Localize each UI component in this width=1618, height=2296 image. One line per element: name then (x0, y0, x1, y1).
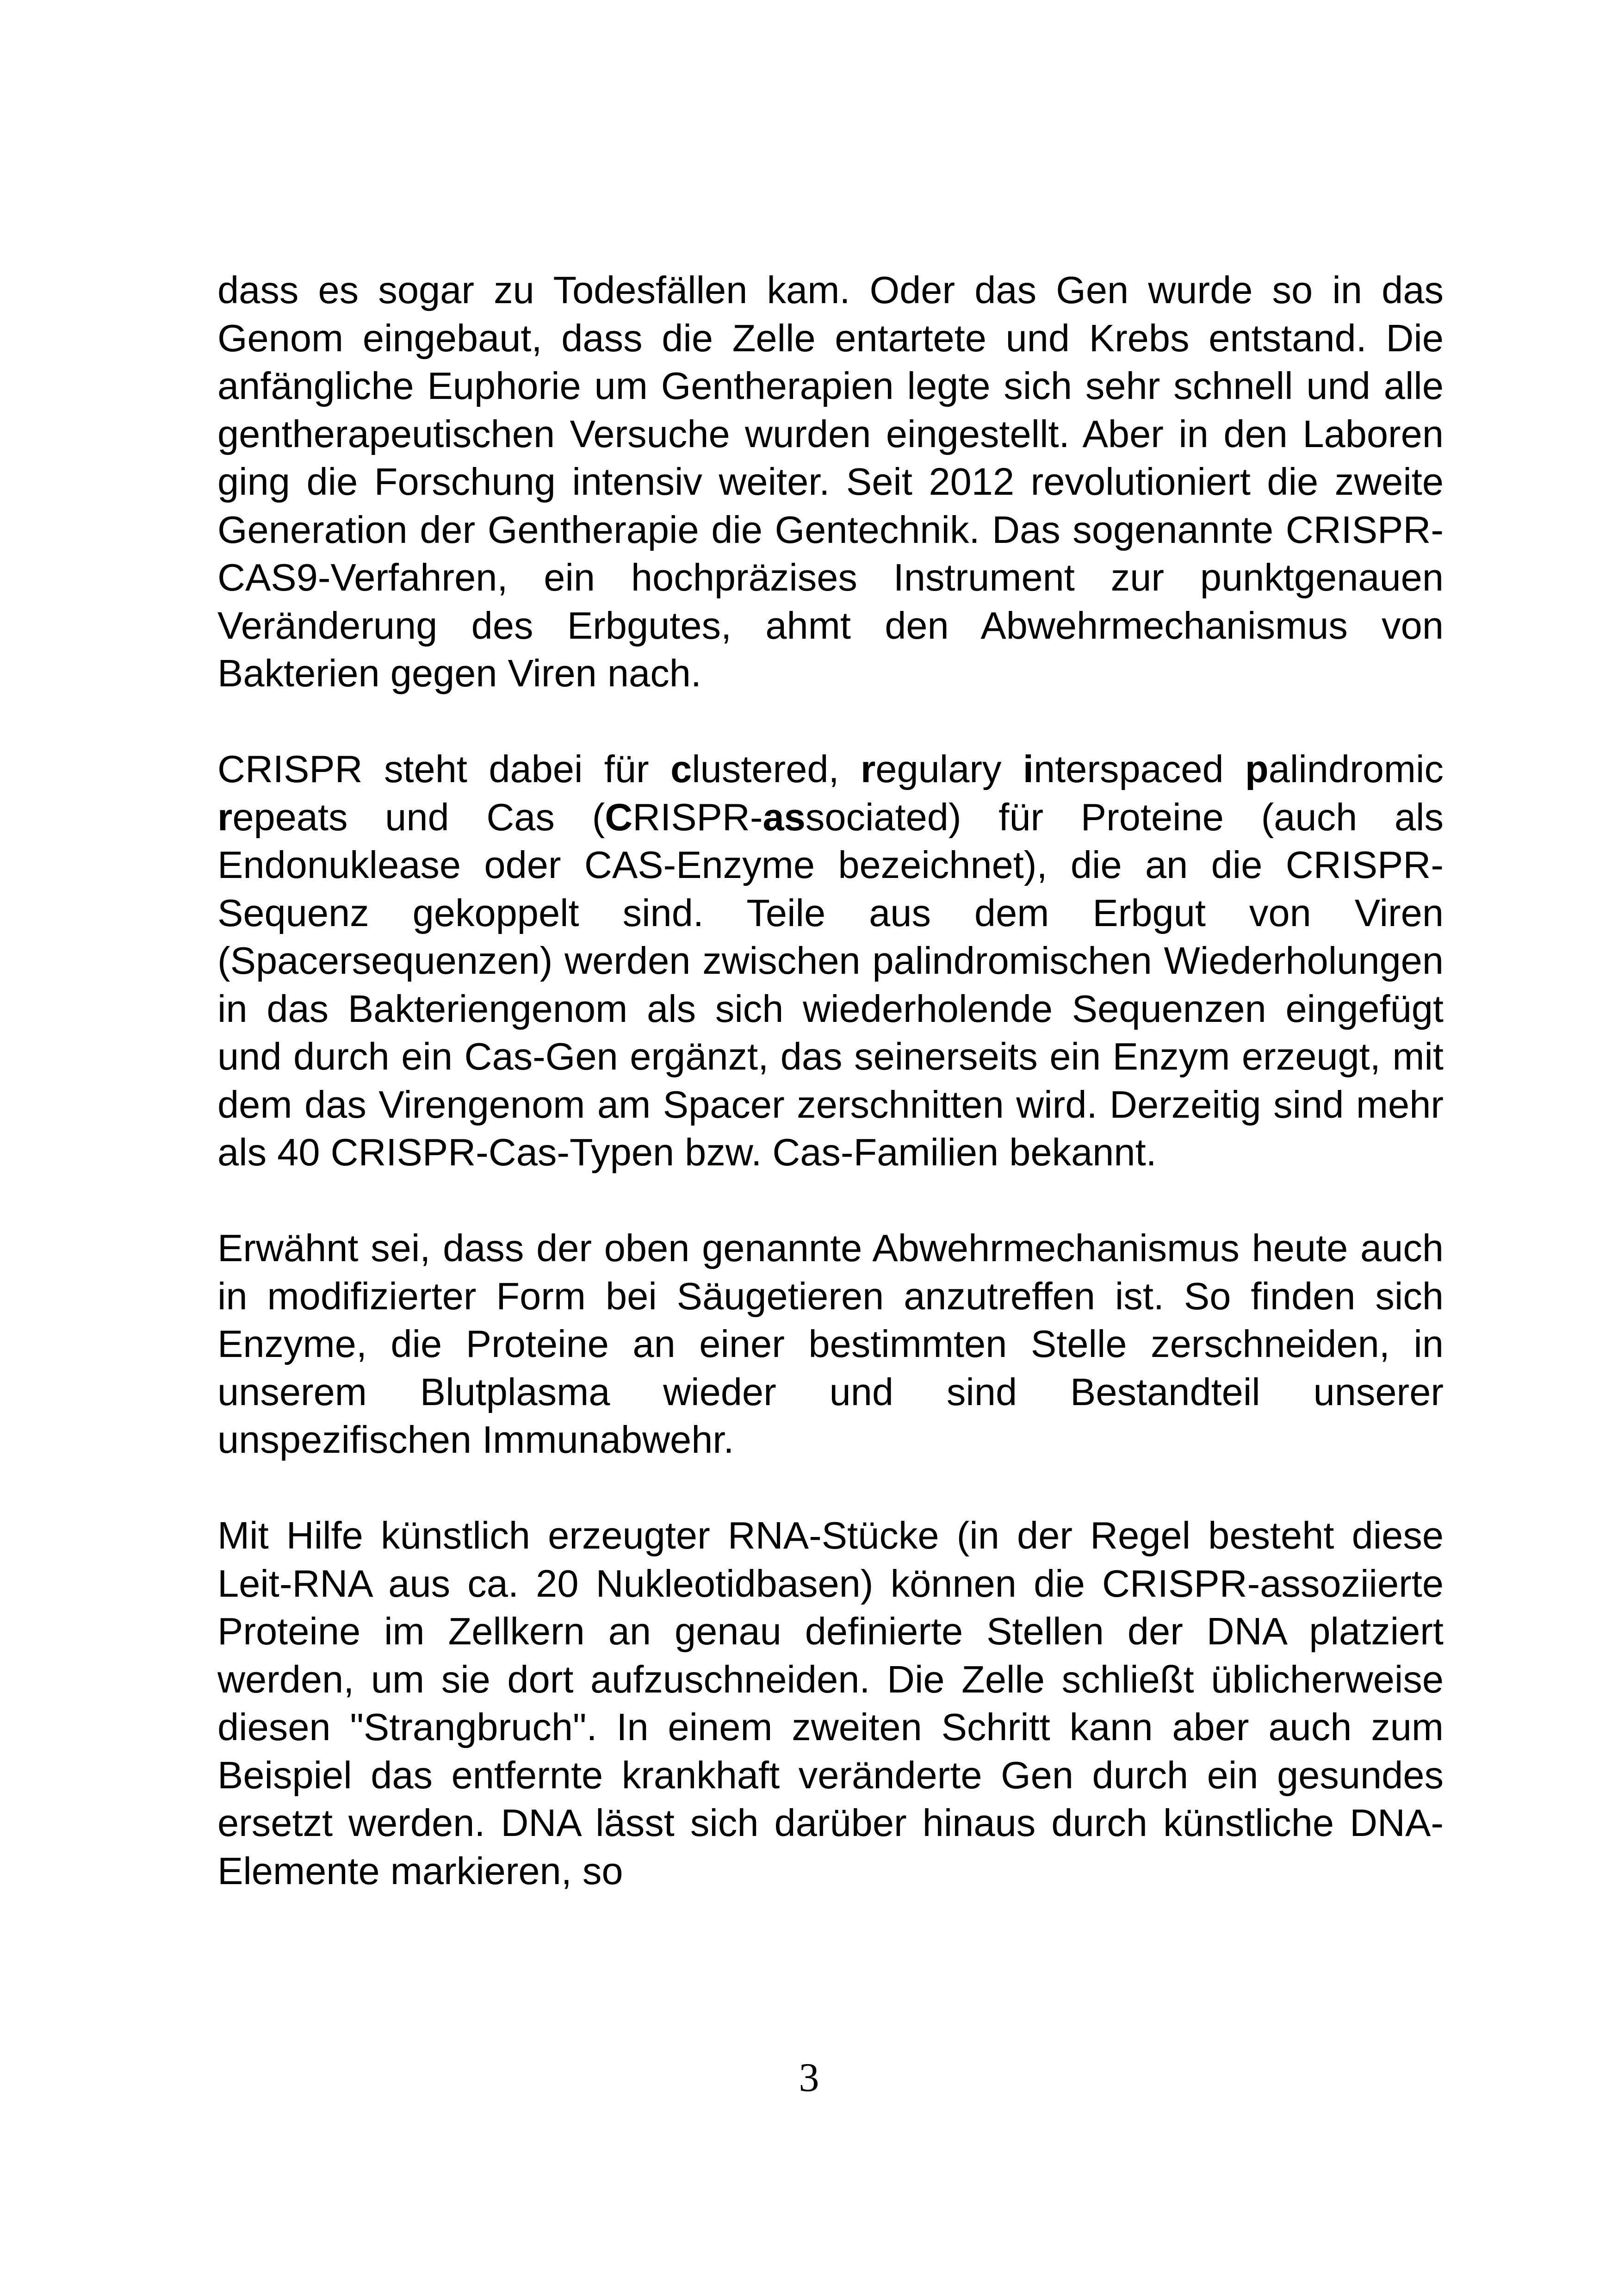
text-run: Erwähnt sei, dass der oben genannte Abwehrmechanismus heute auch in modifizierter Form bei Säugetieren anzutreffen ist. So finden sich Enzyme, die Proteine an einer bestimmten Stelle zerschneiden, in unserem Blutplasma wieder und sind Bestandteil unserer unspezifischen Immunabwehr. (217, 1226, 1444, 1461)
text-run: dass es sogar zu Todesfällen kam. Oder das Gen wurde so in das Genom eingebaut, dass die Zelle entartete und Krebs entstand. Die anfängliche Euphorie um Gentherapien legte sich sehr schnell und alle gentherapeutischen Versuche wurden eingestellt. Aber in den Laboren ging die Forschung intensiv weiter. Seit 2012 revolutioniert die zweite Generation der Gentherapie die Gentechnik. Das sogenannte CRISPR-CAS9-Verfahren, ein hochpräzises Instrument zur punktgenauen Veränderung des Erbgutes, ahmt den Abwehrmechanismus von Bakterien gegen Viren nach. (217, 268, 1444, 695)
text-run: nterspaced (1033, 747, 1246, 790)
bold-acronym-letter: r (217, 795, 233, 839)
text-run: lustered, (692, 747, 861, 790)
text-run: alindromic (1268, 747, 1444, 790)
text-run: epeats und Cas ( (232, 795, 605, 839)
text-run: RISPR- (632, 795, 763, 839)
paragraph-3 (217, 1224, 1444, 1464)
bold-acronym-letter: C (605, 795, 633, 839)
text-run: Mit Hilfe künstlich erzeugter RNA-Stücke (in der Regel besteht diese Leit-RNA aus ca. 20 Nukleotidbasen) können die CRISPR-assoziierte Proteine im Zellkern an genau definierte Stellen der DNA platziert werden, um sie dort aufzuschneiden. Die Zelle schließt üblicherweise diesen "Strangbruch". In einem zweiten Schritt kann aber auch zum Beispiel das entfernte krankhaft veränderte Gen durch ein gesundes ersetzt werden. DNA lässt sich darüber hinaus durch künstliche DNA-Elemente markieren, so (217, 1514, 1444, 1892)
paragraph-4 (217, 1512, 1444, 1895)
bold-acronym-letter: i (1023, 747, 1034, 790)
page-number: 3 (799, 2055, 819, 2100)
text-run: CRISPR steht dabei für (217, 747, 671, 790)
paragraph-2 (217, 745, 1444, 1176)
body-text (217, 266, 1444, 1895)
text-run: egulary (875, 747, 1023, 790)
bold-acronym-letter: c (670, 747, 692, 790)
paragraph-1 (217, 266, 1444, 697)
bold-acronym-letter: as (763, 795, 806, 839)
bold-acronym-letter: r (860, 747, 876, 790)
bold-acronym-letter: p (1245, 747, 1269, 790)
text-run: sociated) für Proteine (auch als Endonuklease oder CAS-Enzyme bezeichnet), die an die CRISPR-Sequenz gekoppelt sind. Teile aus dem Erbgut von Viren (Spacersequenzen) werden zwischen palindromischen Wiederholungen in das Bakteriengenom als sich wiederholende Sequenzen eingefügt und durch ein Cas-Gen ergänzt, das seinerseits ein Enzym erzeugt, mit dem das Virengenom am Spacer zerschnitten wird. Derzeitig sind mehr als 40 CRISPR-Cas-Typen bzw. Cas-Familien bekannt. (217, 795, 1444, 1174)
